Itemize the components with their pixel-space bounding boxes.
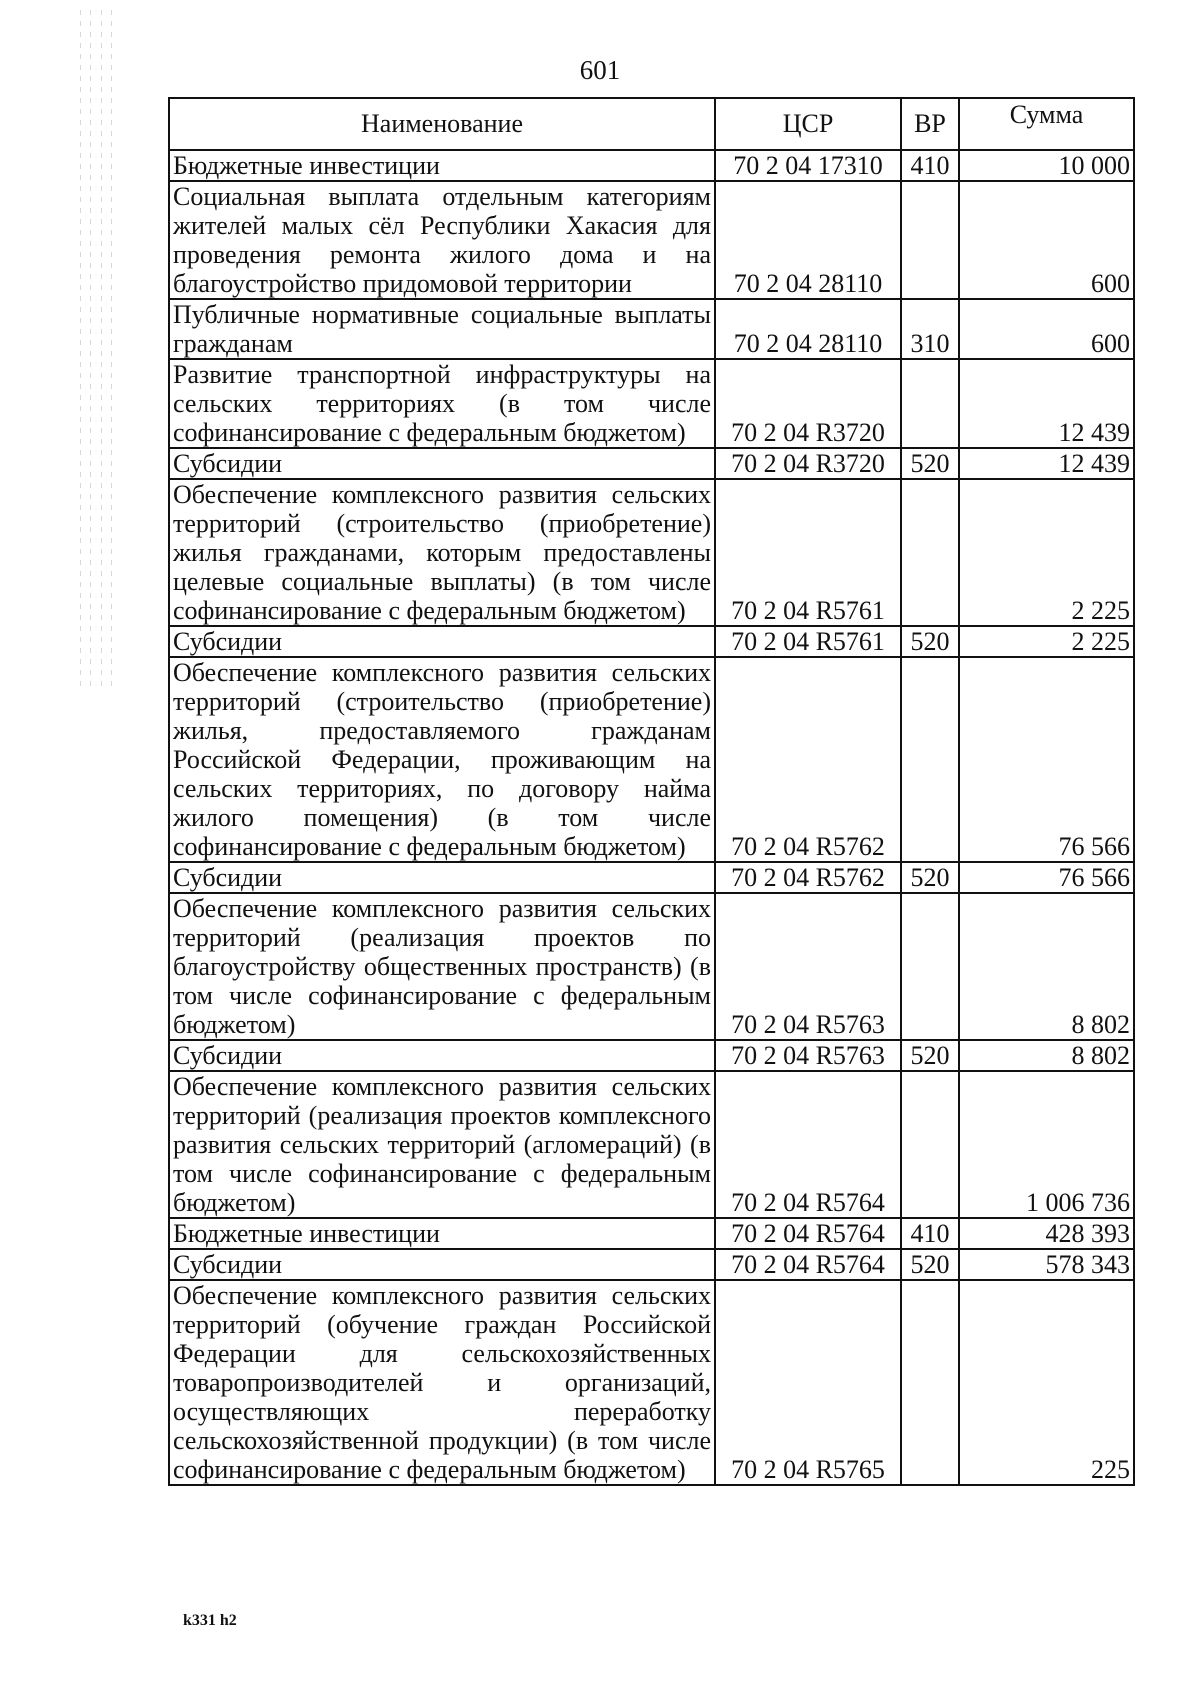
row-csr: 70 2 04 R5764 <box>715 1249 901 1280</box>
row-vr: 520 <box>901 448 959 479</box>
header-vr: ВР <box>901 98 959 150</box>
row-vr: 310 <box>901 299 959 359</box>
table-row <box>169 150 1134 181</box>
table-row <box>169 657 1134 862</box>
row-vr: 410 <box>901 1218 959 1249</box>
footer-code: k331 h2 <box>183 1612 237 1629</box>
row-sum: 1 006 736 <box>959 1071 1134 1218</box>
row-csr: 70 2 04 R5763 <box>715 1040 901 1071</box>
row-sum: 10 000 <box>959 150 1134 181</box>
header-name: Наименование <box>169 98 715 150</box>
row-vr: 520 <box>901 1249 959 1280</box>
row-sum: 76 566 <box>959 657 1134 862</box>
row-name: Бюджетные инвестиции <box>169 150 715 181</box>
row-vr <box>901 1280 959 1485</box>
row-name: Развитие транспортной инфраструктуры на сельских территориях (в том числе софинансирование с федеральным бюджетом) <box>169 359 715 448</box>
row-sum: 600 <box>959 181 1134 299</box>
row-vr: 520 <box>901 1040 959 1071</box>
table-row <box>169 181 1134 299</box>
table-row <box>169 359 1134 448</box>
row-sum: 12 439 <box>959 448 1134 479</box>
row-vr: 520 <box>901 862 959 893</box>
table-row <box>169 1040 1134 1071</box>
table-row <box>169 1280 1134 1485</box>
table-row <box>169 299 1134 359</box>
row-csr: 70 2 04 17310 <box>715 150 901 181</box>
row-csr: 70 2 04 R5762 <box>715 657 901 862</box>
row-vr <box>901 479 959 626</box>
row-sum: 12 439 <box>959 359 1134 448</box>
row-csr: 70 2 04 R5765 <box>715 1280 901 1485</box>
row-name: Субсидии <box>169 626 715 657</box>
table-row <box>169 1249 1134 1280</box>
row-csr: 70 2 04 R3720 <box>715 359 901 448</box>
header-sum: Сумма <box>959 98 1134 150</box>
row-sum: 225 <box>959 1280 1134 1485</box>
row-sum: 8 802 <box>959 1040 1134 1071</box>
page-number: 601 <box>579 55 621 85</box>
row-csr: 70 2 04 R5761 <box>715 626 901 657</box>
row-csr: 70 2 04 R5761 <box>715 479 901 626</box>
row-vr <box>901 1071 959 1218</box>
row-csr: 70 2 04 R5762 <box>715 862 901 893</box>
row-name: Обеспечение комплексного развития сельских территорий (реализация проектов по благоустройству общественных пространств) (в том числе софинансирование с федеральным бюджетом) <box>169 893 715 1040</box>
table-row <box>169 448 1134 479</box>
row-name: Обеспечение комплексного развития сельских территорий (реализация проектов комплексного развития сельских территорий (агломераций) (в том числе софинансирование с федеральным бюджетом) <box>169 1071 715 1218</box>
row-vr: 520 <box>901 626 959 657</box>
row-name: Обеспечение комплексного развития сельских территорий (обучение граждан Российской Федерации для сельскохозяйственных товаропроизводителей и организаций, осуществляющих переработку сельскохозяйственной продукции) (в том числе софинансирование с федеральным бюджетом) <box>169 1280 715 1485</box>
row-name: Социальная выплата отдельным категориям жителей малых сёл Республики Хакасия для проведения ремонта жилого дома и на благоустройство придомовой территории <box>169 181 715 299</box>
row-name: Бюджетные инвестиции <box>169 1218 715 1249</box>
row-sum: 76 566 <box>959 862 1134 893</box>
row-sum: 600 <box>959 299 1134 359</box>
table-row <box>169 1218 1134 1249</box>
table-row <box>169 862 1134 893</box>
row-csr: 70 2 04 R5764 <box>715 1071 901 1218</box>
row-name: Публичные нормативные социальные выплаты гражданам <box>169 299 715 359</box>
row-csr: 70 2 04 28110 <box>715 299 901 359</box>
table-header-row <box>169 98 1134 150</box>
budget-table <box>168 97 1135 1486</box>
row-sum: 8 802 <box>959 893 1134 1040</box>
row-csr: 70 2 04 R5764 <box>715 1218 901 1249</box>
table-row <box>169 893 1134 1040</box>
table-row <box>169 626 1134 657</box>
header-csr: ЦСР <box>715 98 901 150</box>
row-vr <box>901 657 959 862</box>
row-name: Субсидии <box>169 1249 715 1280</box>
row-csr: 70 2 04 28110 <box>715 181 901 299</box>
row-name: Субсидии <box>169 1040 715 1071</box>
row-name: Субсидии <box>169 448 715 479</box>
table-row <box>169 479 1134 626</box>
table-row <box>169 1071 1134 1218</box>
row-vr: 410 <box>901 150 959 181</box>
row-vr <box>901 359 959 448</box>
row-sum: 428 393 <box>959 1218 1134 1249</box>
row-vr <box>901 181 959 299</box>
row-name: Обеспечение комплексного развития сельских территорий (строительство (приобретение) жилья гражданами, которым предоставлены целевые социальные выплаты) (в том числе софинансирование с федеральным бюджетом) <box>169 479 715 626</box>
row-csr: 70 2 04 R3720 <box>715 448 901 479</box>
row-csr: 70 2 04 R5763 <box>715 893 901 1040</box>
row-name: Субсидии <box>169 862 715 893</box>
row-sum: 2 225 <box>959 626 1134 657</box>
scan-margin-marks <box>80 10 120 690</box>
row-sum: 578 343 <box>959 1249 1134 1280</box>
row-vr <box>901 893 959 1040</box>
row-sum: 2 225 <box>959 479 1134 626</box>
row-name: Обеспечение комплексного развития сельских территорий (строительство (приобретение) жилья, предоставляемого гражданам Российской Федерации, проживающим на сельских территориях, по договору найма жилого помещения) (в том числе софинансирование с федеральным бюджетом) <box>169 657 715 862</box>
